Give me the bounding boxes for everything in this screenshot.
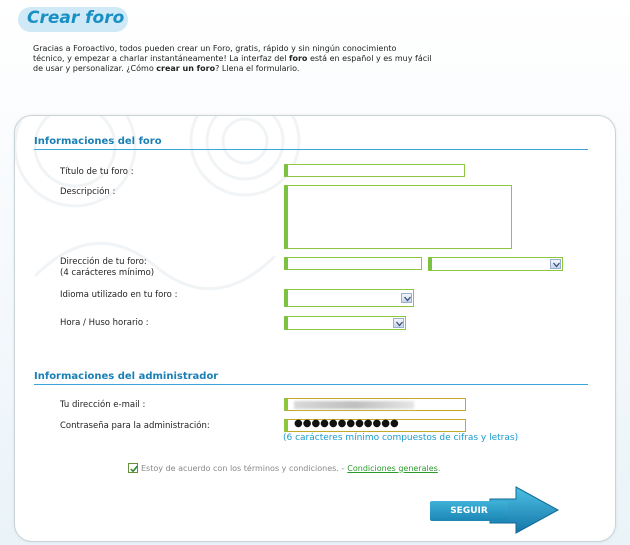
domain-select[interactable]	[428, 257, 563, 271]
forum-section-heading: Informaciones del foro	[34, 136, 588, 150]
forum-title-label: Título de tu foro :	[60, 167, 134, 177]
terms-row	[128, 463, 440, 473]
password-hint: (6 carácteres mínimo compuestos de cifras y letras)	[283, 433, 519, 443]
email-label: Tu dirección e-mail :	[60, 400, 146, 410]
password-mask: ●●●●●●●●●●●●	[294, 418, 399, 429]
language-select[interactable]	[284, 289, 414, 307]
page-title: Crear foro	[27, 8, 125, 28]
password-input[interactable]	[284, 419, 466, 432]
terms-checkbox[interactable]	[128, 463, 138, 473]
submit-area	[430, 485, 560, 535]
email-input[interactable]	[284, 398, 466, 411]
chevron-down-icon[interactable]	[401, 293, 412, 303]
terms-text: Estoy de acuerdo con los términos y condiciones. -	[141, 463, 345, 473]
chevron-down-icon[interactable]	[393, 318, 404, 328]
description-textarea[interactable]	[284, 185, 512, 249]
timezone-label: Hora / Huso horario :	[60, 318, 149, 328]
timezone-select[interactable]	[284, 316, 406, 330]
forum-title-input[interactable]	[284, 164, 465, 177]
description-label: Descripción :	[60, 187, 116, 197]
admin-section-heading: Informaciones del administrador	[34, 371, 588, 385]
blurred-email-value	[294, 401, 414, 409]
address-label: Dirección de tu foro: (4 carácteres mínimo)	[60, 257, 155, 278]
submit-button[interactable]: SEGUIR	[430, 501, 508, 521]
check-icon	[129, 464, 139, 474]
language-label: Idioma utilizado en tu foro :	[60, 290, 178, 300]
terms-conditions-link[interactable]: Condiciones generales	[347, 463, 438, 473]
forum-address-input[interactable]	[284, 257, 422, 270]
intro-text: Gracias a Foroactivo, todos pueden crear un Foro, gratis, rápido y sin ningún conocimiento técnico, y empezar a charlar instantáneamente! La interfaz del foro está en español y es muy fácil de usar y personalizar. ¿Cómo crear un foro? Llena el formulario.	[33, 44, 432, 73]
terms-end: .	[437, 463, 441, 473]
chevron-down-icon[interactable]	[550, 259, 561, 269]
password-label: Contraseña para la administración:	[60, 421, 210, 431]
